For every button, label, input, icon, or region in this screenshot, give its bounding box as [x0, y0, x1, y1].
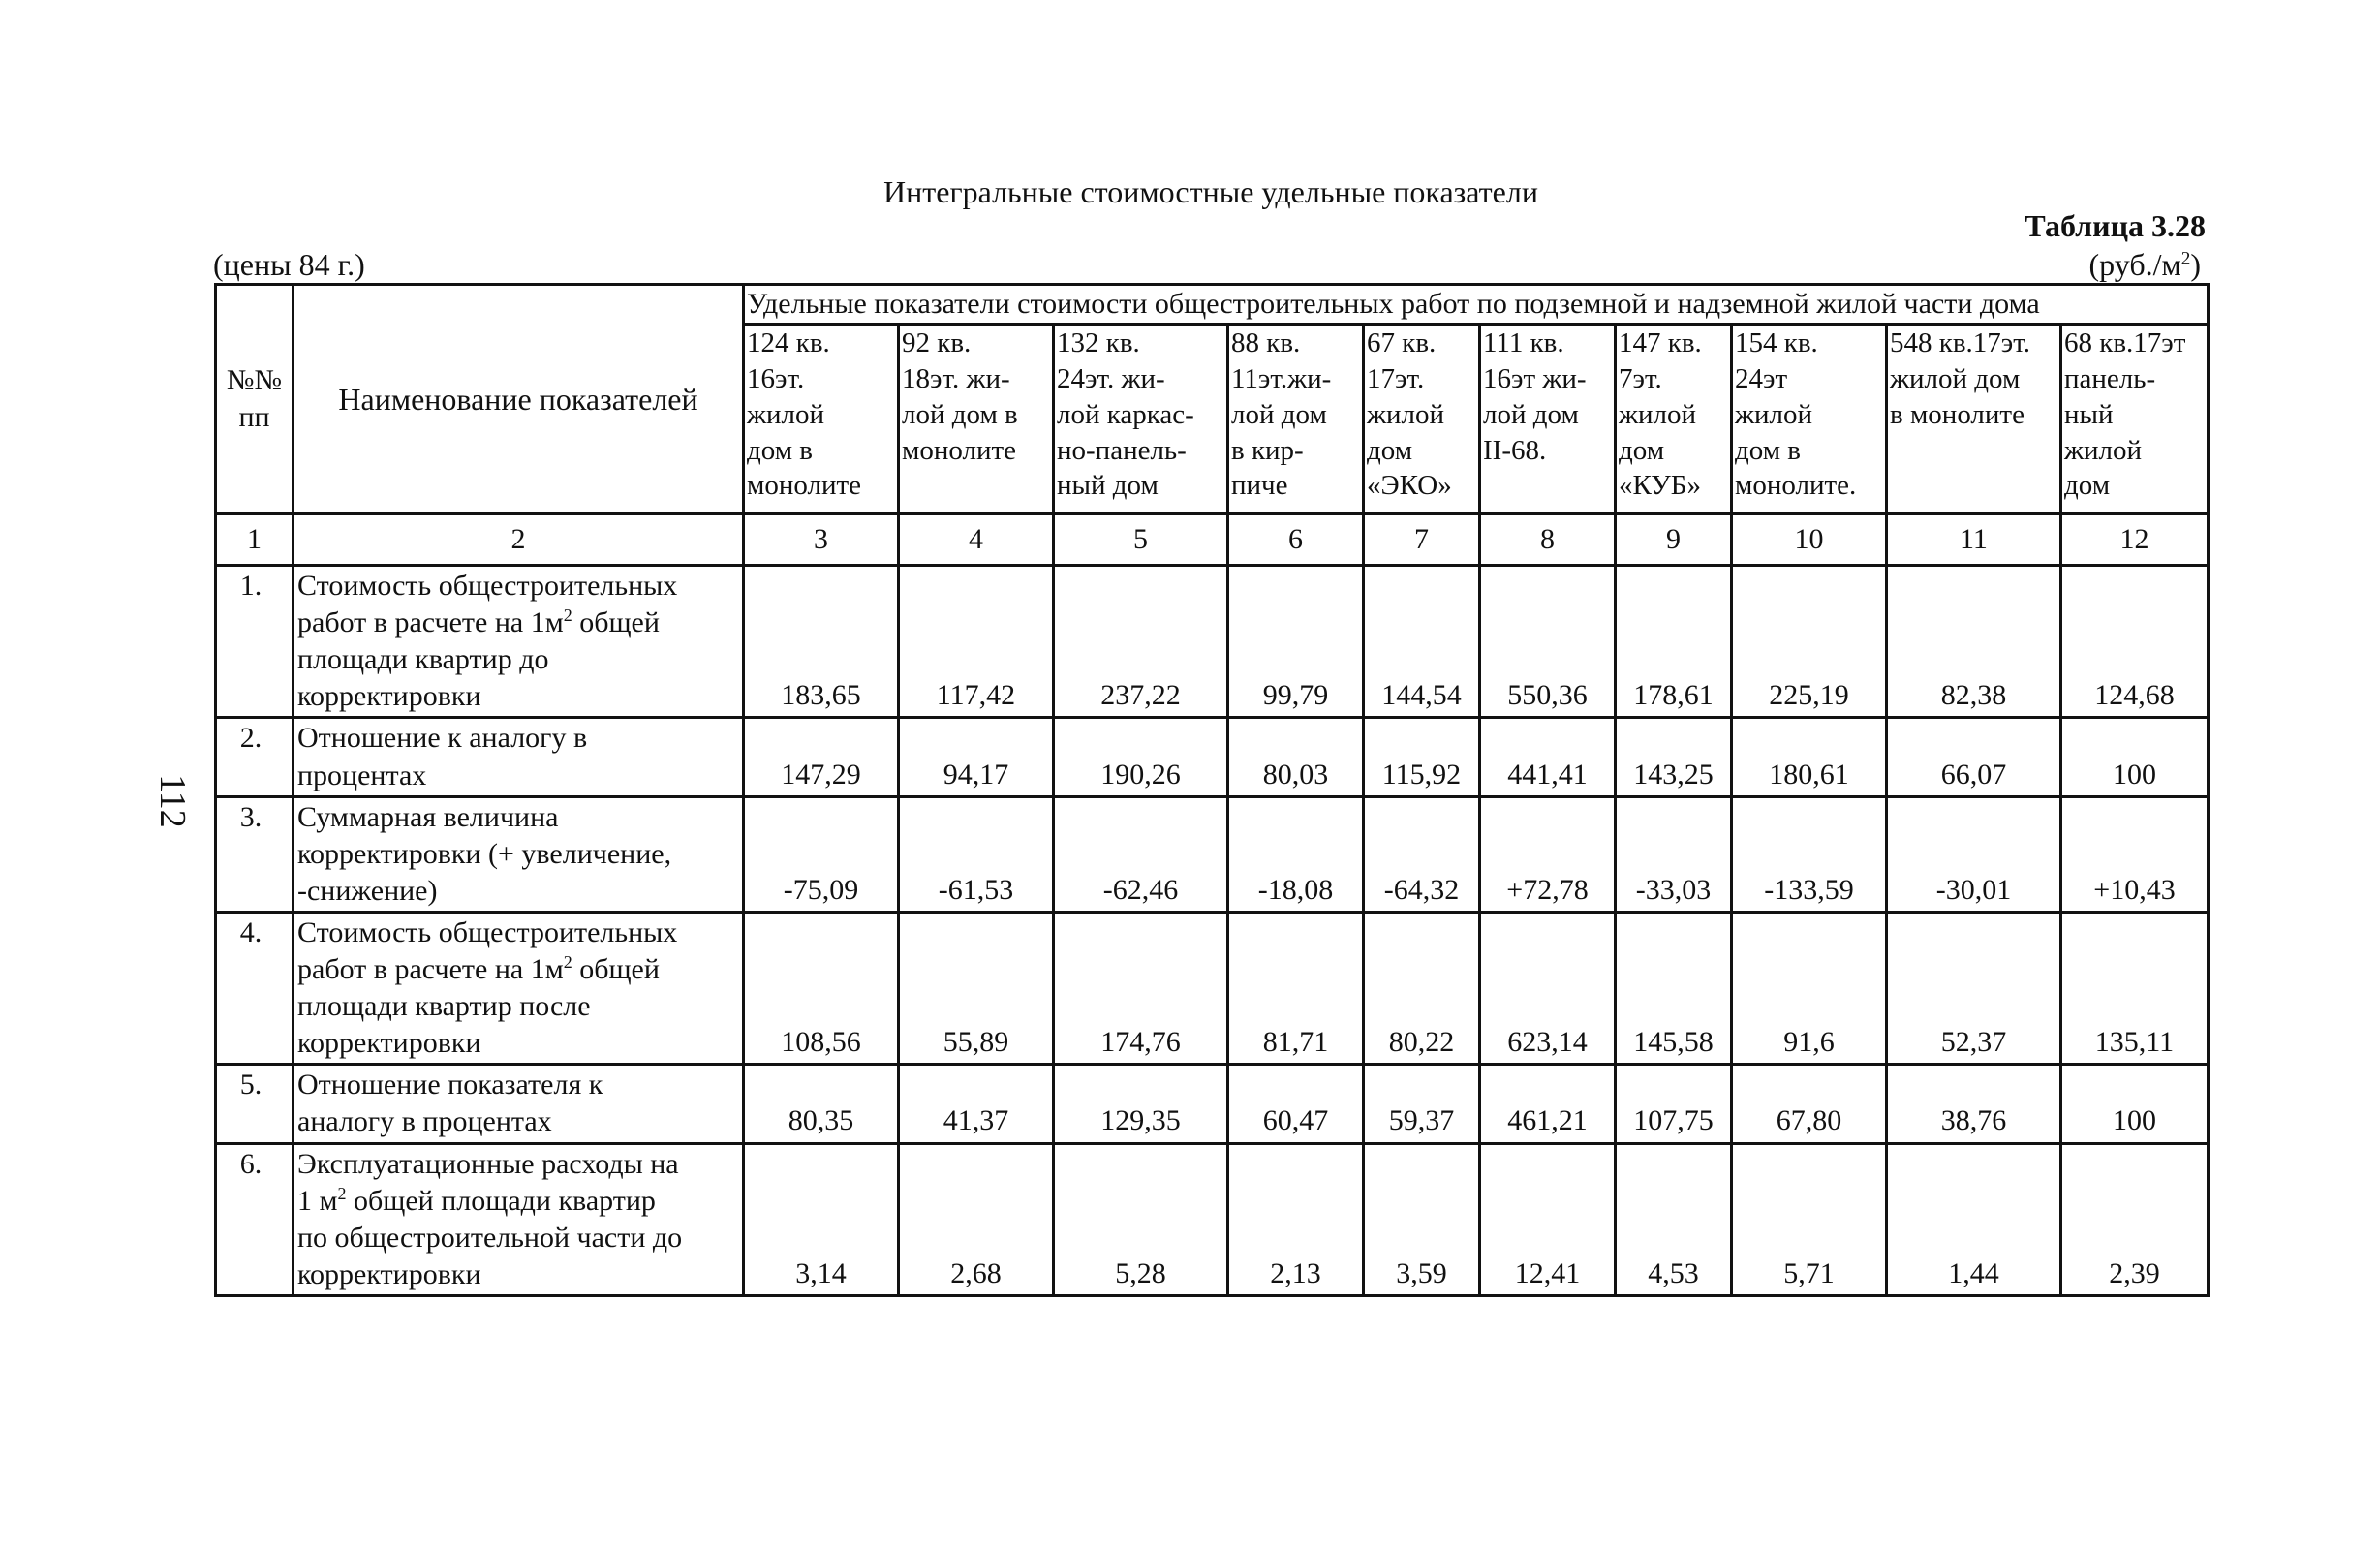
value-cell: 60,47: [1228, 1065, 1364, 1143]
value-cell: 82,38: [1887, 566, 2061, 718]
value-cell: 100: [2061, 718, 2209, 796]
value-cell: 3,59: [1364, 1143, 1480, 1295]
index-cell: 8: [1480, 514, 1616, 566]
row-name: Отношение показателя к аналогу в процентах: [294, 1065, 744, 1143]
col-num-header-line: пп: [238, 401, 270, 434]
value-cell: 108,56: [744, 912, 899, 1064]
table-row: [216, 796, 2209, 912]
value-cell: 183,65: [744, 566, 899, 718]
value-cell: -33,03: [1616, 796, 1732, 912]
row-name: Отношение к аналогу в процентах: [294, 718, 744, 796]
value-cell: 180,61: [1732, 718, 1887, 796]
column-header: 68 кв.17эт панель- ный жилой дом: [2061, 325, 2209, 514]
value-cell: 38,76: [1887, 1065, 2061, 1143]
column-header: 132 кв. 24эт. жи- лой каркас- но-панель- ный дом: [1054, 325, 1228, 514]
value-cell: 2,68: [899, 1143, 1054, 1295]
index-cell: 6: [1228, 514, 1364, 566]
column-header: 154 кв. 24эт жилой дом в монолите.: [1732, 325, 1887, 514]
row-number: 1.: [216, 566, 294, 718]
column-header: 67 кв. 17эт. жилой дом «ЭКО»: [1364, 325, 1480, 514]
value-cell: 94,17: [899, 718, 1054, 796]
value-cell: 107,75: [1616, 1065, 1732, 1143]
col-num-header-line: №№: [226, 363, 283, 396]
value-cell: -62,46: [1054, 796, 1228, 912]
table-row: [216, 1065, 2209, 1143]
value-cell: 190,26: [1054, 718, 1228, 796]
row-number: 5.: [216, 1065, 294, 1143]
value-cell: 59,37: [1364, 1065, 1480, 1143]
value-cell: 441,41: [1480, 718, 1616, 796]
value-cell: 2,13: [1228, 1143, 1364, 1295]
prices-note: (цены 84 г.): [213, 247, 365, 282]
row-number: 3.: [216, 796, 294, 912]
index-cell: 10: [1732, 514, 1887, 566]
value-cell: +10,43: [2061, 796, 2209, 912]
value-cell: 147,29: [744, 718, 899, 796]
value-cell: 135,11: [2061, 912, 2209, 1064]
row-name: Суммарная величина корректировки (+ увеличение, -снижение): [294, 796, 744, 912]
table-row: [216, 912, 2209, 1064]
units-note: $(руб./м^2)$: [2088, 247, 2201, 282]
value-cell: -133,59: [1732, 796, 1887, 912]
col-name-header: Наименование показателей: [294, 285, 744, 514]
value-cell: 550,36: [1480, 566, 1616, 718]
value-cell: 99,79: [1228, 566, 1364, 718]
column-header: 147 кв. 7эт. жилой дом «КУБ»: [1616, 325, 1732, 514]
value-cell: 225,19: [1732, 566, 1887, 718]
value-cell: 5,71: [1732, 1143, 1887, 1295]
index-cell: 4: [899, 514, 1054, 566]
value-cell: 129,35: [1054, 1065, 1228, 1143]
value-cell: 91,6: [1732, 912, 1887, 1064]
value-cell: 115,92: [1364, 718, 1480, 796]
value-cell: 55,89: [899, 912, 1054, 1064]
value-cell: -18,08: [1228, 796, 1364, 912]
col-num-header: [216, 285, 294, 514]
value-cell: 12,41: [1480, 1143, 1616, 1295]
table-number: Таблица 3.28: [2025, 208, 2206, 243]
value-cell: 80,22: [1364, 912, 1480, 1064]
column-header: 92 кв. 18эт. жи- лой дом в монолите: [899, 325, 1054, 514]
document-title: Интегральные стоимостные удельные показатели: [883, 174, 1538, 209]
row-name: Эксплуатационные расходы на 1 $м^2$ общей площади квартир по общестроительной части до корректировки: [294, 1143, 744, 1295]
value-cell: 2,39: [2061, 1143, 2209, 1295]
row-number: 2.: [216, 718, 294, 796]
row-name: Стоимость общестроительных работ в расчете на $1м^2$ общей площади квартир до корректировки: [294, 566, 744, 718]
table-row: [216, 1143, 2209, 1295]
index-cell: 2: [294, 514, 744, 566]
index-cell: 5: [1054, 514, 1228, 566]
value-cell: 237,22: [1054, 566, 1228, 718]
index-cell: 9: [1616, 514, 1732, 566]
value-cell: 174,76: [1054, 912, 1228, 1064]
column-header: 88 кв. 11эт.жи- лой дом в кир- пиче: [1228, 325, 1364, 514]
value-cell: 52,37: [1887, 912, 2061, 1064]
index-cell: 11: [1887, 514, 2061, 566]
value-cell: 461,21: [1480, 1065, 1616, 1143]
value-cell: 124,68: [2061, 566, 2209, 718]
table-row: [216, 718, 2209, 796]
cost-indicators-table: [214, 283, 2210, 1297]
value-cell: -61,53: [899, 796, 1054, 912]
value-cell: 1,44: [1887, 1143, 2061, 1295]
column-header: 548 кв.17эт. жилой дом в монолите: [1887, 325, 2061, 514]
row-number: 6.: [216, 1143, 294, 1295]
value-cell: 144,54: [1364, 566, 1480, 718]
value-cell: 3,14: [744, 1143, 899, 1295]
value-cell: 66,07: [1887, 718, 2061, 796]
value-cell: 81,71: [1228, 912, 1364, 1064]
value-cell: 4,53: [1616, 1143, 1732, 1295]
value-cell: 80,35: [744, 1065, 899, 1143]
value-cell: 178,61: [1616, 566, 1732, 718]
value-cell: 5,28: [1054, 1143, 1228, 1295]
value-cell: 117,42: [899, 566, 1054, 718]
page-number: 112: [151, 774, 193, 828]
index-cell: 7: [1364, 514, 1480, 566]
column-header: 111 кв. 16эт жи- лой дом II-68.: [1480, 325, 1616, 514]
value-cell: 67,80: [1732, 1065, 1887, 1143]
value-cell: 80,03: [1228, 718, 1364, 796]
group-header: Удельные показатели стоимости общестроительных работ по подземной и надземной жилой части дома: [744, 285, 2209, 325]
value-cell: 100: [2061, 1065, 2209, 1143]
row-name: Стоимость общестроительных работ в расчете на $1м^2$ общей площади квартир после корректировки: [294, 912, 744, 1064]
value-cell: 143,25: [1616, 718, 1732, 796]
column-header: 124 кв. 16эт. жилой дом в монолите: [744, 325, 899, 514]
value-cell: -30,01: [1887, 796, 2061, 912]
value-cell: -75,09: [744, 796, 899, 912]
row-number: 4.: [216, 912, 294, 1064]
index-cell: 12: [2061, 514, 2209, 566]
table-row: [216, 566, 2209, 718]
value-cell: -64,32: [1364, 796, 1480, 912]
value-cell: 623,14: [1480, 912, 1616, 1064]
value-cell: 145,58: [1616, 912, 1732, 1064]
value-cell: +72,78: [1480, 796, 1616, 912]
index-cell: 3: [744, 514, 899, 566]
index-cell: 1: [216, 514, 294, 566]
value-cell: 41,37: [899, 1065, 1054, 1143]
